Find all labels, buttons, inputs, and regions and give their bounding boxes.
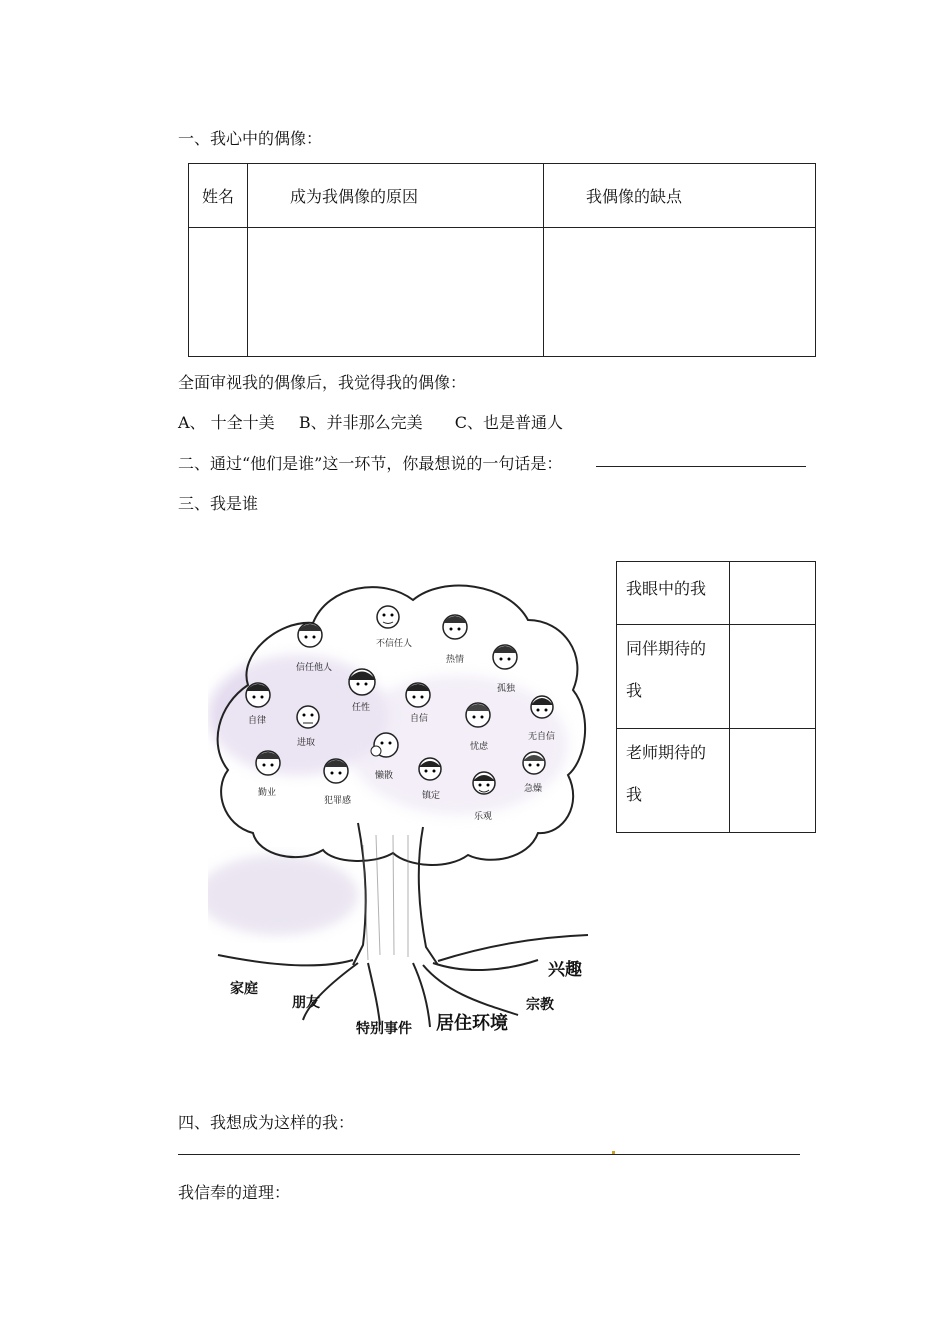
peer-row — [617, 625, 816, 729]
root-label: 朋友 — [292, 995, 320, 1011]
face-icon — [246, 683, 270, 707]
trait-label: 勤业 — [258, 788, 277, 798]
tree-canopy — [218, 586, 586, 865]
face-icon — [473, 772, 495, 794]
row-value-peer[interactable] — [730, 625, 816, 729]
cell-reason[interactable] — [248, 228, 544, 357]
face-icon — [298, 623, 322, 647]
review-question: 全面审视我的偶像后，我觉得我的偶像： — [178, 373, 467, 392]
trait-label: 犯罪感 — [324, 796, 352, 806]
idol-table — [188, 163, 816, 357]
cell-name[interactable] — [189, 228, 248, 357]
face-icon — [523, 752, 545, 774]
trait-label: 乐观 — [474, 812, 493, 822]
tree-roots — [218, 935, 588, 1027]
tree-svg — [208, 565, 594, 1043]
root-label: 宗教 — [526, 997, 554, 1013]
face-icon — [406, 683, 430, 707]
motto-label: 我信奉的道理： — [178, 1183, 291, 1202]
option-a[interactable]: A、 十全十美 — [178, 413, 275, 432]
trait-label: 无自信 — [528, 732, 556, 742]
section3-title: 三、我是谁 — [178, 494, 259, 513]
header-reason: 成为我偶像的原因 — [248, 164, 544, 228]
section2-text: 二、通过“他们是谁”这一环节，你最想说的一句话是： — [178, 454, 563, 473]
trait-label: 孤独 — [497, 684, 516, 694]
stray-mark — [612, 1151, 615, 1154]
face-icon — [324, 759, 348, 783]
section1-title: 一、我心中的偶像： — [178, 129, 323, 148]
face-icon — [531, 696, 553, 718]
trait-label: 急燥 — [524, 784, 543, 794]
trait-label: 镇定 — [422, 791, 441, 801]
self-row — [617, 562, 816, 625]
trait-label: 自信 — [410, 714, 429, 724]
row-label-line: 同伴期待的 — [626, 639, 707, 658]
options-row — [178, 410, 563, 433]
cell-flaw[interactable] — [544, 228, 816, 357]
header-name: 姓名 — [189, 164, 248, 228]
face-icon — [297, 706, 319, 728]
purple-wash — [208, 855, 358, 935]
trait-label: 热情 — [446, 655, 465, 665]
header-flaw: 我偶像的缺点 — [544, 164, 816, 228]
ideal-self-blank-line[interactable] — [178, 1154, 800, 1155]
row-label-peer — [617, 625, 730, 729]
teacher-row — [617, 729, 816, 833]
idol-table-row[interactable] — [189, 228, 816, 357]
option-b[interactable]: B、并非那么完美 — [298, 413, 423, 432]
row-value-self[interactable] — [730, 562, 816, 625]
tree-illustration — [208, 565, 594, 1043]
answer-blank-line[interactable] — [596, 466, 806, 467]
trait-label: 不信任人 — [376, 639, 413, 649]
face-icon — [419, 758, 441, 780]
row-label-line: 老师期待的 — [626, 743, 707, 762]
row-label-teacher — [617, 729, 730, 833]
row-value-teacher[interactable] — [730, 729, 816, 833]
self-perception-table — [616, 561, 816, 833]
idol-table-header-row — [189, 164, 816, 228]
trait-label: 自律 — [248, 716, 267, 726]
trait-label: 任性 — [352, 703, 371, 713]
section4-title: 四、我想成为这样的我： — [178, 1113, 355, 1132]
face-icon — [377, 606, 399, 628]
option-c[interactable]: C、也是普通人 — [454, 413, 564, 432]
row-label-line: 我眼中的我 — [626, 579, 707, 598]
face-icon — [443, 615, 467, 639]
row-label-line: 我 — [626, 785, 643, 804]
face-icon — [348, 669, 376, 695]
row-label-self — [617, 562, 730, 625]
trait-label: 懒散 — [375, 771, 394, 781]
root-label: 居住环境 — [436, 1013, 508, 1034]
face-icon — [256, 751, 280, 775]
trait-label: 信任他人 — [296, 663, 333, 673]
face-icon — [466, 703, 490, 727]
trait-label: 忧虑 — [470, 742, 489, 752]
root-label: 家庭 — [230, 981, 258, 997]
trait-label: 进取 — [297, 738, 316, 748]
row-label-line: 我 — [626, 681, 643, 700]
root-label: 兴趣 — [548, 960, 582, 980]
root-label: 特别事件 — [356, 1021, 412, 1037]
face-icon — [493, 645, 517, 669]
